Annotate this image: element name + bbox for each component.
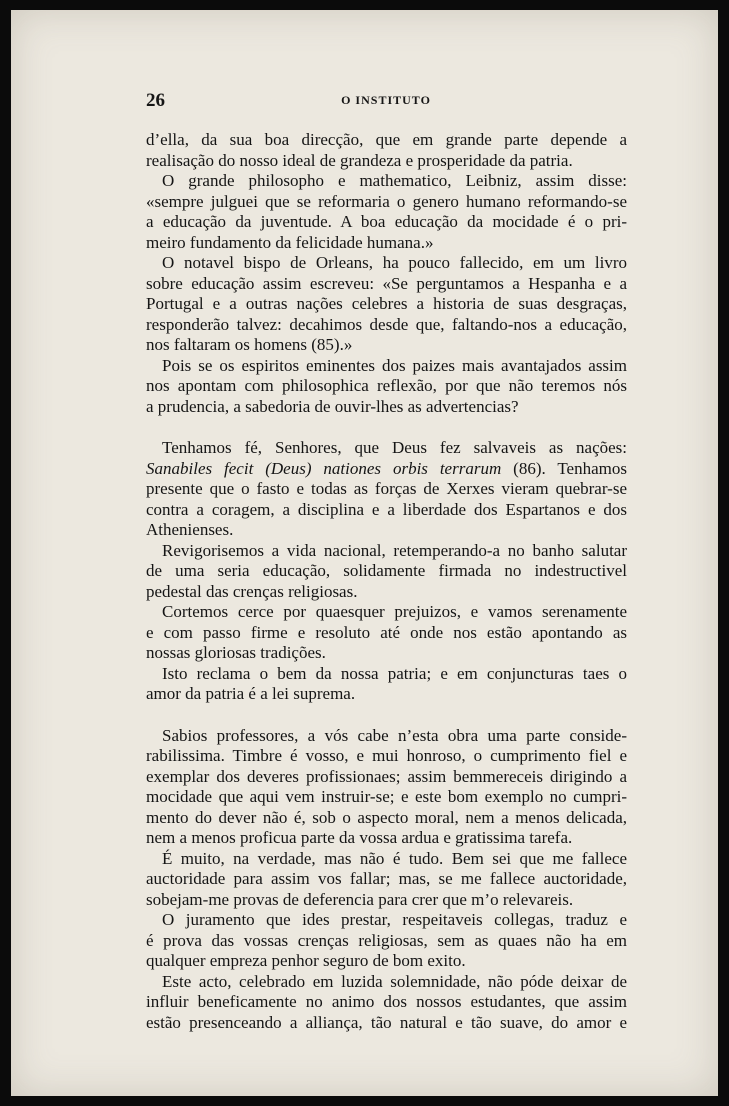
text-line: Pois se os espiritos eminentes dos paizes mais avantajados assim (162, 355, 627, 375)
text-line: Sabios professores, a vós cabe n’esta obra uma parte conside- (162, 725, 627, 745)
text-line: sobejam-me provas de deferencia para crer que m’o relevareis. (146, 889, 574, 909)
body-text (146, 130, 627, 1033)
paragraph (146, 602, 627, 664)
text-line: Athenienses. (146, 520, 234, 539)
text-line: nossas gloriosas tradições. (146, 643, 326, 662)
text-line: nem a menos proficua parte da vossa ardua e gratissima tarefa. (146, 828, 573, 847)
text-line: Cortemos cerce por quaesquer prejuizos, e vamos serenamente (162, 602, 627, 621)
text-line: Isto reclama o bem da nossa patria; e em conjuncturas taes o (162, 663, 627, 683)
text-line: realisação do nosso ideal de grandeza e prosperidade da patria. (146, 150, 573, 170)
text-line: nos apontam com philosophica reflexão, por que não teremos nós (146, 376, 627, 395)
text-line: «sempre julguei que se reformaria o genero humano reformando-se (146, 191, 627, 211)
text-line: O notavel bispo de Orleans, ha pouco fallecido, em um livro (162, 253, 627, 272)
text-line: responderão talvez: decahimos desde que, faltando-nos a educação, (146, 314, 627, 334)
page-header (146, 90, 626, 112)
running-title: O INSTITUTO (341, 93, 431, 107)
text-line: a prudencia, a sabedoria de ouvir-lhes as advertencias? (146, 396, 519, 416)
paragraph (146, 356, 627, 418)
paragraph (146, 171, 627, 253)
text-line: amor da patria é a lei suprema. (146, 684, 356, 703)
paragraph (146, 130, 627, 171)
section-gap (146, 705, 627, 726)
text-line: É muito, na verdade, mas não é tudo. Bem sei que me fallece (162, 848, 627, 868)
text-line: e com passo firme e resoluto até onde nos estão apontando as (146, 622, 627, 642)
section-gap (146, 417, 627, 438)
paragraph (146, 253, 627, 356)
paragraph (146, 438, 627, 541)
paragraph (146, 910, 627, 972)
text-line: de uma seria educação, solidamente firmada no indestructivel (146, 561, 627, 580)
paragraph (146, 849, 627, 911)
paragraph (146, 541, 627, 603)
text-line: O grande philosopho e mathematico, Leibniz, assim disse: (162, 171, 627, 190)
text-line: O juramento que ides prestar, respeitaveis collegas, traduz e (162, 910, 627, 929)
text-line: pedestal das crenças religiosas. (146, 581, 358, 601)
text-line: auctoridade para assim vos fallar; mas, se me fallece auctoridade, (146, 869, 627, 888)
text-line: nos faltaram os homens (85).» (146, 335, 353, 354)
text-line: Tenhamos fé, Senhores, que Deus fez salvaveis as nações: (162, 438, 627, 457)
text-line: estão presenceando a alliança, tão natural e tão suave, do amor e (146, 1012, 627, 1032)
text-line: mento do dever não é, sob o aspecto moral, nem a menos delicada, (146, 807, 627, 827)
text-line: sobre educação assim escreveu: «Se perguntamos a Hespanha e a (146, 273, 627, 293)
text-line: meiro fundamento da felicidade humana.» (146, 232, 434, 252)
text-line: presente que o fasto e todas as forças de Xerxes vieram quebrar-se (146, 479, 627, 498)
paragraph (146, 664, 627, 705)
text-line: Portugal e a outras nações celebres a historia de suas desgraças, (146, 294, 627, 313)
text-line: Este acto, celebrado em luzida solemnidade, não póde deixar de (162, 971, 627, 991)
page-number: 26 (146, 90, 165, 111)
text-line: a educação da juventude. A boa educação da mocidade é o pri- (146, 212, 627, 231)
text-line: Sanabiles fecit (Deus) nationes orbis terrarum (86). Tenhamos (146, 458, 627, 478)
text-line: Revigorisemos a vida nacional, retemperando-a no banho salutar (162, 540, 627, 560)
paragraph (146, 726, 627, 849)
text-line: mocidade que aqui vem instruir-se; e este bom exemplo no cumpri- (146, 787, 627, 806)
text-line: d’ella, da sua boa direcção, que em grande parte depende a (146, 130, 627, 149)
latin-quote: Sanabiles fecit (Deus) nationes orbis terrarum (146, 458, 502, 478)
paragraph (146, 972, 627, 1034)
text-line: é prova das vossas crenças religiosas, sem as quaes não ha em (146, 930, 627, 950)
text-line: influir beneficamente no animo dos nossos estudantes, que assim (146, 992, 627, 1011)
text-line: contra a coragem, a disciplina e a liberdade dos Espartanos e dos (146, 499, 627, 519)
text-line: qualquer empreza penhor seguro de bom exito. (146, 951, 466, 970)
text-line: exemplar dos deveres profissionaes; assim bemmereceis dirigindo a (146, 766, 627, 786)
text-line: rabilissima. Timbre é vosso, e mui honroso, o cumprimento fiel e (146, 746, 627, 765)
